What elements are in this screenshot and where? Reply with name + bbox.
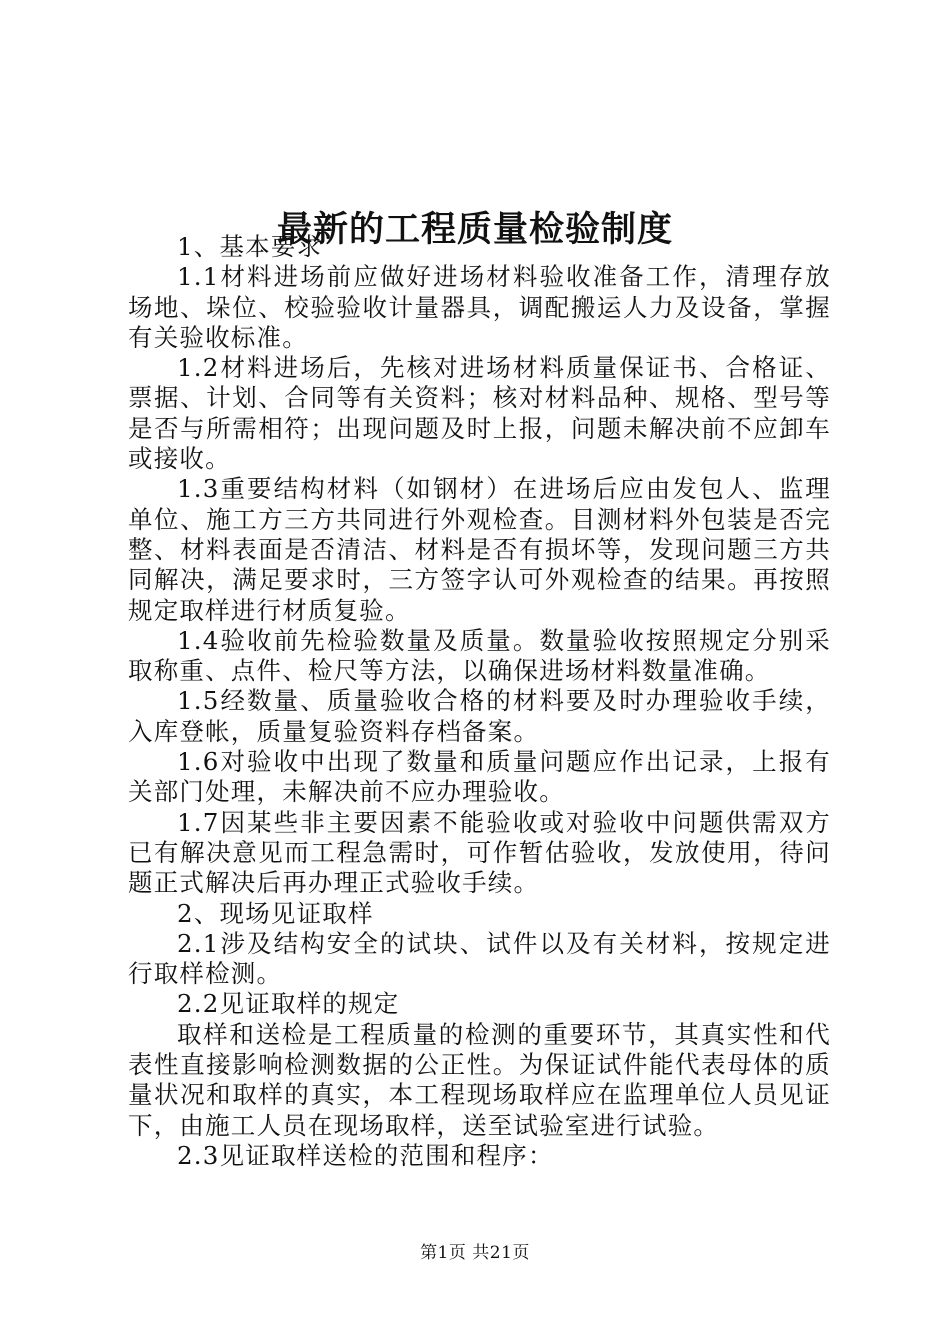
- paragraph: 取样和送检是工程质量的检测的重要环节，其真实性和代表性直接影响检测数据的公正性。为保证试件能代表母体的质量状况和取样的真实，本工程现场取样应在监理单位人员见证下，由施工人员在现场取样，送至试验室进行试验。: [128, 1019, 831, 1140]
- document-title: 最新的工程质量检验制度: [276, 209, 673, 251]
- paragraph: 1.5经数量、质量验收合格的材料要及时办理验收手续，入库登帐，质量复验资料存档备案。: [128, 686, 831, 746]
- subsection-heading: 2.3见证取样送检的范围和程序：: [177, 1140, 554, 1170]
- paragraph: 1.2材料进场后，先核对进场材料质量保证书、合格证、票据、计划、合同等有关资料；核对材料品种、规格、型号等是否与所需相符；出现问题及时上报，问题未解决前不应卸车或接收。: [128, 353, 831, 474]
- paragraph: 1.1材料进场前应做好进场材料验收准备工作，清理存放场地、垛位、校验验收计量器具，调配搬运人力及设备，掌握有关验收标准。: [128, 262, 831, 352]
- section-heading: 2、现场见证取样: [177, 898, 374, 928]
- paragraph: 2.1涉及结构安全的试块、试件以及有关材料，按规定进行取样检测。: [128, 928, 831, 989]
- paragraph: 1.7因某些非主要因素不能验收或对验收中问题供需双方已有解决意见而工程急需时，可作暂估验收，发放使用，待问题正式解决后再办理正式验收手续。: [128, 807, 831, 898]
- paragraph: 1.4验收前先检验数量及质量。数量验收按照规定分别采取称重、点件、检尺等方法，以确保进场材料数量准确。: [128, 625, 831, 686]
- page-footer: 第1页 共21页: [420, 1243, 530, 1263]
- subsection-heading: 2.2见证取样的规定: [177, 989, 400, 1019]
- section-heading: 1、基本要求: [177, 232, 323, 261]
- document-body: [128, 232, 831, 1171]
- paragraph: 1.3重要结构材料（如钢材）在进场后应由发包人、监理单位、施工方三方共同进行外观检查。目测材料外包装是否完整、材料表面是否清洁、材料是否有损坏等，发现问题三方共同解决，满足要求时，三方签字认可外观检查的结果。再按照规定取样进行材质复验。: [128, 474, 831, 625]
- paragraph: 1.6对验收中出现了数量和质量问题应作出记录，上报有关部门处理，未解决前不应办理验收。: [128, 747, 831, 807]
